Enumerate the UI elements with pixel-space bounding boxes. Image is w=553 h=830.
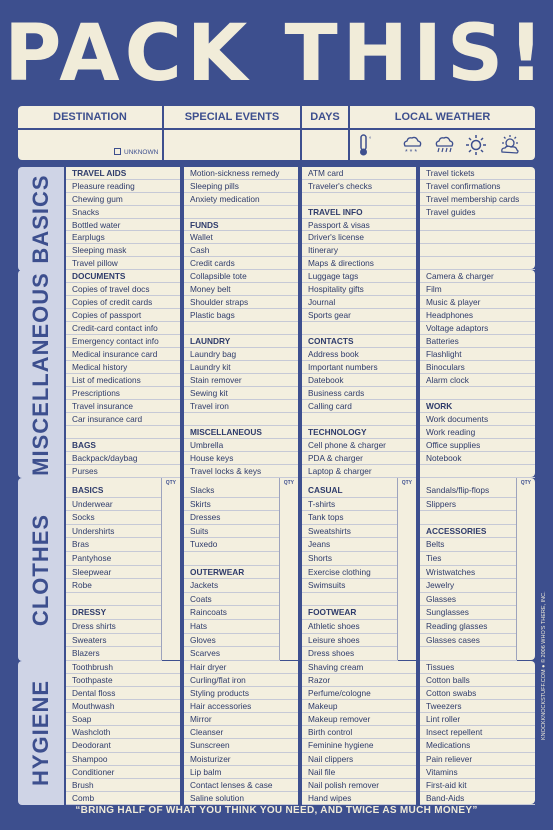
rain-cloud-icon[interactable] xyxy=(432,133,456,157)
checklist-item[interactable]: Wallet xyxy=(184,231,298,244)
checklist-item[interactable]: Nail clippers xyxy=(302,753,416,766)
checklist-item[interactable]: Pantyhose xyxy=(66,552,162,566)
checklist-item[interactable]: Underwear xyxy=(66,498,162,512)
blank-line[interactable] xyxy=(302,193,416,206)
days-field[interactable] xyxy=(302,130,350,160)
checklist-item[interactable]: Ties xyxy=(420,552,517,566)
checklist-item[interactable]: Traveler's checks xyxy=(302,180,416,193)
checklist-item[interactable]: Cell phone & charger xyxy=(302,439,416,452)
category-heading: CASUAL xyxy=(302,484,398,498)
checklist-item[interactable]: Toothpaste xyxy=(66,674,180,687)
checklist-item[interactable]: PDA & charger xyxy=(302,452,416,465)
checklist-item[interactable]: Hats xyxy=(184,620,280,634)
category-heading: TECHNOLOGY xyxy=(302,426,416,439)
checklist-item[interactable]: Deodorant xyxy=(66,739,180,752)
checklist-item[interactable]: Flashlight xyxy=(420,348,535,361)
checklist-item[interactable]: Datebook xyxy=(302,374,416,387)
checklist-item[interactable]: Makeup remover xyxy=(302,713,416,726)
checklist-item[interactable]: Gloves xyxy=(184,634,280,648)
checklist-item[interactable]: Dress shoes xyxy=(302,647,398,661)
checklist-item[interactable]: Cotton swabs xyxy=(420,687,535,700)
svg-text:* * *: * * * xyxy=(405,149,418,156)
footer-quote: “BRING HALF OF WHAT YOU THINK YOU NEED, AND TWICE AS MUCH MONEY” xyxy=(75,805,478,816)
checklist-item[interactable]: Soap xyxy=(66,713,180,726)
checklist-item[interactable]: Film xyxy=(420,283,535,296)
checklist-item[interactable]: Washcloth xyxy=(66,726,180,739)
checklist-item[interactable]: Copies of credit cards xyxy=(66,296,180,309)
checklist-item[interactable]: Maps & directions xyxy=(302,257,416,270)
checklist-item[interactable]: Socks xyxy=(66,511,162,525)
checklist-item[interactable]: Sewing kit xyxy=(184,387,298,400)
checklist-item[interactable]: Travel iron xyxy=(184,400,298,413)
checklist-item[interactable]: Driver's license xyxy=(302,231,416,244)
checklist-item[interactable]: Vitamins xyxy=(420,766,535,779)
checklist-item[interactable]: Hand wipes xyxy=(302,792,416,805)
checklist-item[interactable]: Office supplies xyxy=(420,439,535,452)
checklist-item[interactable]: T-shirts xyxy=(302,498,398,512)
checklist-item[interactable]: Birth control xyxy=(302,726,416,739)
misc-column-1 xyxy=(66,270,180,477)
checklist-item[interactable]: Journal xyxy=(302,296,416,309)
checklist-item[interactable]: Voltage adaptors xyxy=(420,322,535,335)
checklist-item[interactable]: Tissues xyxy=(420,661,535,674)
checklist-item[interactable]: Emergency contact info xyxy=(66,335,180,348)
checklist-item[interactable]: Travel insurance xyxy=(66,400,180,413)
checklist-item[interactable]: Sports gear xyxy=(302,309,416,322)
category-heading: OUTERWEAR xyxy=(184,566,280,580)
checklist-item[interactable]: Dental floss xyxy=(66,687,180,700)
checklist-item[interactable]: Tuxedo xyxy=(184,538,280,552)
category-heading: BAGS xyxy=(66,439,180,452)
category-heading: ACCESSORIES xyxy=(420,525,517,539)
blank-line[interactable] xyxy=(184,322,298,335)
qty-label: QTY xyxy=(283,480,294,486)
category-heading: LAUNDRY xyxy=(184,335,298,348)
checklist-item[interactable]: Copies of passport xyxy=(66,309,180,322)
checklist-item[interactable]: Shoulder straps xyxy=(184,296,298,309)
header-labels xyxy=(18,106,535,128)
checklist-item[interactable]: Shampoo xyxy=(66,753,180,766)
checklist-item[interactable]: Sleeping pills xyxy=(184,180,298,193)
copyright-credit: KNOCKKNOCKSTUFF.COM ● © 2006 WHO'S THERE, INC. xyxy=(541,591,547,740)
checklist-item[interactable]: Saline solution xyxy=(184,792,298,805)
miscellaneous-section-label: MISCELLANEOUS xyxy=(18,270,64,478)
checklist-item[interactable]: Coats xyxy=(184,593,280,607)
checklist-item[interactable]: Sleeping mask xyxy=(66,244,180,257)
checklist-item[interactable]: Cotton balls xyxy=(420,674,535,687)
checklist-item[interactable]: Camera & charger xyxy=(420,270,535,283)
checklist-item[interactable]: Prescriptions xyxy=(66,387,180,400)
checklist-item[interactable]: Travel locks & keys xyxy=(184,465,298,478)
checklist-item[interactable]: Tank tops xyxy=(302,511,398,525)
category-heading: DRESSY xyxy=(66,606,162,620)
checklist-item[interactable]: Earplugs xyxy=(66,231,180,244)
checklist-item[interactable]: Hospitality gifts xyxy=(302,283,416,296)
checklist-item[interactable]: Address book xyxy=(302,348,416,361)
blank-line[interactable] xyxy=(420,511,517,525)
checklist-item[interactable]: Blazers xyxy=(66,647,162,661)
checklist-item[interactable]: Slacks xyxy=(184,484,280,498)
special-events-field[interactable] xyxy=(164,130,302,160)
checklist-item[interactable]: Anxiety medication xyxy=(184,193,298,206)
checklist-item[interactable]: Makeup xyxy=(302,700,416,713)
checklist-item[interactable]: Reading glasses xyxy=(420,620,517,634)
checklist-item[interactable]: Skirts xyxy=(184,498,280,512)
checklist-item[interactable]: Undershirts xyxy=(66,525,162,539)
checklist-item[interactable]: Shorts xyxy=(302,552,398,566)
checklist-item[interactable]: Suits xyxy=(184,525,280,539)
checklist-item[interactable]: Travel tickets xyxy=(420,167,535,180)
blank-line[interactable] xyxy=(420,219,535,232)
checklist-item[interactable]: Chewing gum xyxy=(66,193,180,206)
category-heading: DOCUMENTS xyxy=(66,270,180,283)
days-label: DAYS xyxy=(302,106,350,128)
category-heading: TRAVEL INFO xyxy=(302,206,416,219)
category-heading: WORK xyxy=(420,400,535,413)
qty-column[interactable] xyxy=(516,478,535,660)
checklist-item[interactable]: Plastic bags xyxy=(184,309,298,322)
checklist-item[interactable]: Notebook xyxy=(420,452,535,465)
qty-column[interactable] xyxy=(397,478,416,660)
header-fields xyxy=(18,128,535,160)
page-title: PACK THIS! xyxy=(4,9,549,99)
qty-label: QTY xyxy=(401,480,412,486)
checklist-item[interactable]: Conditioner xyxy=(66,766,180,779)
checklist-item[interactable]: Binoculars xyxy=(420,361,535,374)
checklist-item[interactable]: Travel membership cards xyxy=(420,193,535,206)
blank-line[interactable] xyxy=(420,647,517,661)
checklist-item[interactable]: Dresses xyxy=(184,511,280,525)
checklist-item[interactable]: Stain remover xyxy=(184,374,298,387)
category-heading: BASICS xyxy=(66,484,162,498)
checklist-item[interactable]: Athletic shoes xyxy=(302,620,398,634)
checklist-item[interactable]: Lint roller xyxy=(420,713,535,726)
svg-text:°: ° xyxy=(369,137,372,143)
hygiene-column-3 xyxy=(302,661,416,804)
checklist-item[interactable]: Calling card xyxy=(302,400,416,413)
checklist-item[interactable]: Jackets xyxy=(184,579,280,593)
checklist-item[interactable]: Itinerary xyxy=(302,244,416,257)
checklist-item[interactable]: Travel pillow xyxy=(66,257,180,270)
blank-line[interactable] xyxy=(184,552,280,566)
checklist-item[interactable]: Collapsible tote xyxy=(184,270,298,283)
weather-field xyxy=(350,130,535,160)
checklist-item[interactable]: Passport & visas xyxy=(302,219,416,232)
clothes-column-1 xyxy=(66,478,180,660)
checklist-item[interactable]: Jewelry xyxy=(420,579,517,593)
checklist-item[interactable]: Umbrella xyxy=(184,439,298,452)
checklist-item[interactable]: Mirror xyxy=(184,713,298,726)
checklist-item[interactable]: Robe xyxy=(66,579,162,593)
checklist-item[interactable]: Bras xyxy=(66,538,162,552)
checklist-item[interactable]: Copies of travel docs xyxy=(66,283,180,296)
checklist-item[interactable]: Batteries xyxy=(420,335,535,348)
checklist-item[interactable]: Leisure shoes xyxy=(302,634,398,648)
thermometer-icon[interactable] xyxy=(352,133,376,157)
checklist-item[interactable]: Dress shirts xyxy=(66,620,162,634)
category-heading: TRAVEL AIDS xyxy=(66,167,180,180)
checklist-item[interactable]: Work reading xyxy=(420,426,535,439)
checklist-item[interactable]: Important numbers xyxy=(302,361,416,374)
checklist-item[interactable]: Backpack/daybag xyxy=(66,452,180,465)
checklist-item[interactable]: Travel guides xyxy=(420,206,535,219)
partly-sunny-icon[interactable] xyxy=(498,133,522,157)
misc-column-2 xyxy=(184,270,298,477)
destination-label: DESTINATION xyxy=(18,106,164,128)
checklist-item[interactable]: Sleepwear xyxy=(66,566,162,580)
checklist-item[interactable]: Nail polish remover xyxy=(302,779,416,792)
blank-line[interactable] xyxy=(420,257,535,270)
checklist-item[interactable]: Hair accessories xyxy=(184,700,298,713)
basics-column-3 xyxy=(302,167,416,269)
checklist-item[interactable]: Raincoats xyxy=(184,606,280,620)
unknown-checkbox[interactable]: UNKNOWN xyxy=(114,148,158,156)
basics-column-1 xyxy=(66,167,180,269)
checklist-item[interactable]: Sweaters xyxy=(66,634,162,648)
blank-line[interactable] xyxy=(66,426,180,439)
checklist-item[interactable]: Sunglasses xyxy=(420,606,517,620)
checklist-item[interactable]: Exercise clothing xyxy=(302,566,398,580)
checklist-item[interactable]: Snacks xyxy=(66,206,180,219)
misc-column-3 xyxy=(302,270,416,477)
clothes-section-label: CLOTHES xyxy=(18,478,64,661)
checklist-item[interactable]: Cleanser xyxy=(184,726,298,739)
blank-line[interactable] xyxy=(302,413,416,426)
checklist-item[interactable]: Glasses xyxy=(420,593,517,607)
destination-field[interactable] xyxy=(18,130,164,160)
sun-icon[interactable] xyxy=(464,133,488,157)
checklist-item[interactable]: Moisturizer xyxy=(184,753,298,766)
checklist-item[interactable]: Work documents xyxy=(420,413,535,426)
category-heading: MISCELLANEOUS xyxy=(184,426,298,439)
special-events-label: SPECIAL EVENTS xyxy=(164,106,302,128)
checklist-item[interactable]: Feminine hygiene xyxy=(302,739,416,752)
checklist-item[interactable]: Toothbrush xyxy=(66,661,180,674)
checklist-item[interactable]: Lip balm xyxy=(184,766,298,779)
checklist-item[interactable]: Sweatshirts xyxy=(302,525,398,539)
checklist-item[interactable]: Pain reliever xyxy=(420,753,535,766)
checklist-item[interactable]: Medical history xyxy=(66,361,180,374)
checklist-item[interactable]: Bottled water xyxy=(66,219,180,232)
blank-line[interactable] xyxy=(420,231,535,244)
checklist-item[interactable]: Motion-sickness remedy xyxy=(184,167,298,180)
blank-line[interactable] xyxy=(184,206,298,219)
checklist-item[interactable]: Swimsuits xyxy=(302,579,398,593)
blank-line[interactable] xyxy=(420,244,535,257)
basics-section-label: BASICS xyxy=(18,167,64,271)
checklist-item[interactable]: Headphones xyxy=(420,309,535,322)
checklist-item[interactable]: Medications xyxy=(420,739,535,752)
checklist-item[interactable]: Laundry kit xyxy=(184,361,298,374)
category-heading: CONTACTS xyxy=(302,335,416,348)
hygiene-column-1 xyxy=(66,661,180,804)
checklist-item[interactable]: Sunscreen xyxy=(184,739,298,752)
checklist-item[interactable]: Band-Aids xyxy=(420,792,535,805)
basics-column-4 xyxy=(420,167,535,269)
checklist-item[interactable]: Purses xyxy=(66,465,180,478)
local-weather-label: LOCAL WEATHER xyxy=(394,111,491,123)
checklist-item[interactable]: Medical insurance card xyxy=(66,348,180,361)
checklist-item[interactable]: Business cards xyxy=(302,387,416,400)
snow-cloud-icon[interactable] xyxy=(400,133,424,157)
blank-line[interactable] xyxy=(66,593,162,607)
checklist-item[interactable]: Nail file xyxy=(302,766,416,779)
checklist-item[interactable]: Money belt xyxy=(184,283,298,296)
checklist-item[interactable]: Glasses cases xyxy=(420,634,517,648)
hygiene-column-4 xyxy=(420,661,535,804)
basics-column-2 xyxy=(184,167,298,269)
checklist-item[interactable]: Luggage tags xyxy=(302,270,416,283)
checklist-item[interactable]: Jeans xyxy=(302,538,398,552)
category-heading: FOOTWEAR xyxy=(302,606,398,620)
checklist-item[interactable]: Alarm clock xyxy=(420,374,535,387)
checklist-item[interactable]: Belts xyxy=(420,538,517,552)
clothes-column-2 xyxy=(184,478,298,660)
qty-column[interactable] xyxy=(279,478,298,660)
checklist-item[interactable]: Curling/flat iron xyxy=(184,674,298,687)
checklist-item[interactable]: Brush xyxy=(66,779,180,792)
qty-label: QTY xyxy=(165,480,176,486)
checklist-item[interactable]: House keys xyxy=(184,452,298,465)
blank-line[interactable] xyxy=(302,593,398,607)
checklist-item[interactable]: Shaving cream xyxy=(302,661,416,674)
qty-column[interactable] xyxy=(161,478,180,660)
checklist-item[interactable]: Wristwatches xyxy=(420,566,517,580)
checklist-item[interactable]: Styling products xyxy=(184,687,298,700)
checklist-item[interactable]: Cash xyxy=(184,244,298,257)
checklist-item[interactable]: Comb xyxy=(66,792,180,805)
checklist-item[interactable]: List of medications xyxy=(66,374,180,387)
checklist-item[interactable]: Scarves xyxy=(184,647,280,661)
checklist-item[interactable]: Pleasure reading xyxy=(66,180,180,193)
misc-column-4 xyxy=(420,270,535,477)
checklist-item[interactable]: First-aid kit xyxy=(420,779,535,792)
checklist-item[interactable]: Car insurance card xyxy=(66,413,180,426)
checklist-item[interactable]: Razor xyxy=(302,674,416,687)
checklist-item[interactable]: Credit cards xyxy=(184,257,298,270)
checklist-item[interactable]: Music & player xyxy=(420,296,535,309)
checklist-item[interactable]: Laptop & charger xyxy=(302,465,416,478)
blank-line[interactable] xyxy=(420,387,535,400)
checklist-item[interactable]: ATM card xyxy=(302,167,416,180)
checklist-item[interactable]: Hair dryer xyxy=(184,661,298,674)
blank-line[interactable] xyxy=(420,465,535,478)
checklist-item[interactable]: Contact lenses & case xyxy=(184,779,298,792)
checklist-item[interactable]: Perfume/cologne xyxy=(302,687,416,700)
checklist-item[interactable]: Travel confirmations xyxy=(420,180,535,193)
blank-line[interactable] xyxy=(184,413,298,426)
checklist-item[interactable]: Credit-card contact info xyxy=(66,322,180,335)
hygiene-column-2 xyxy=(184,661,298,804)
checklist-item[interactable]: Insect repellent xyxy=(420,726,535,739)
qty-label: QTY xyxy=(520,480,531,486)
checklist-item[interactable]: Tweezers xyxy=(420,700,535,713)
clothes-column-3 xyxy=(302,478,416,660)
checklist-item[interactable]: Sandals/flip-flops xyxy=(420,484,517,498)
hygiene-section-label: HYGIENE xyxy=(18,661,64,805)
blank-line[interactable] xyxy=(302,322,416,335)
category-heading: FUNDS xyxy=(184,219,298,232)
checklist-item[interactable]: Laundry bag xyxy=(184,348,298,361)
checklist-item[interactable]: Mouthwash xyxy=(66,700,180,713)
checklist-item[interactable]: Slippers xyxy=(420,498,517,512)
clothes-column-4 xyxy=(420,478,535,660)
